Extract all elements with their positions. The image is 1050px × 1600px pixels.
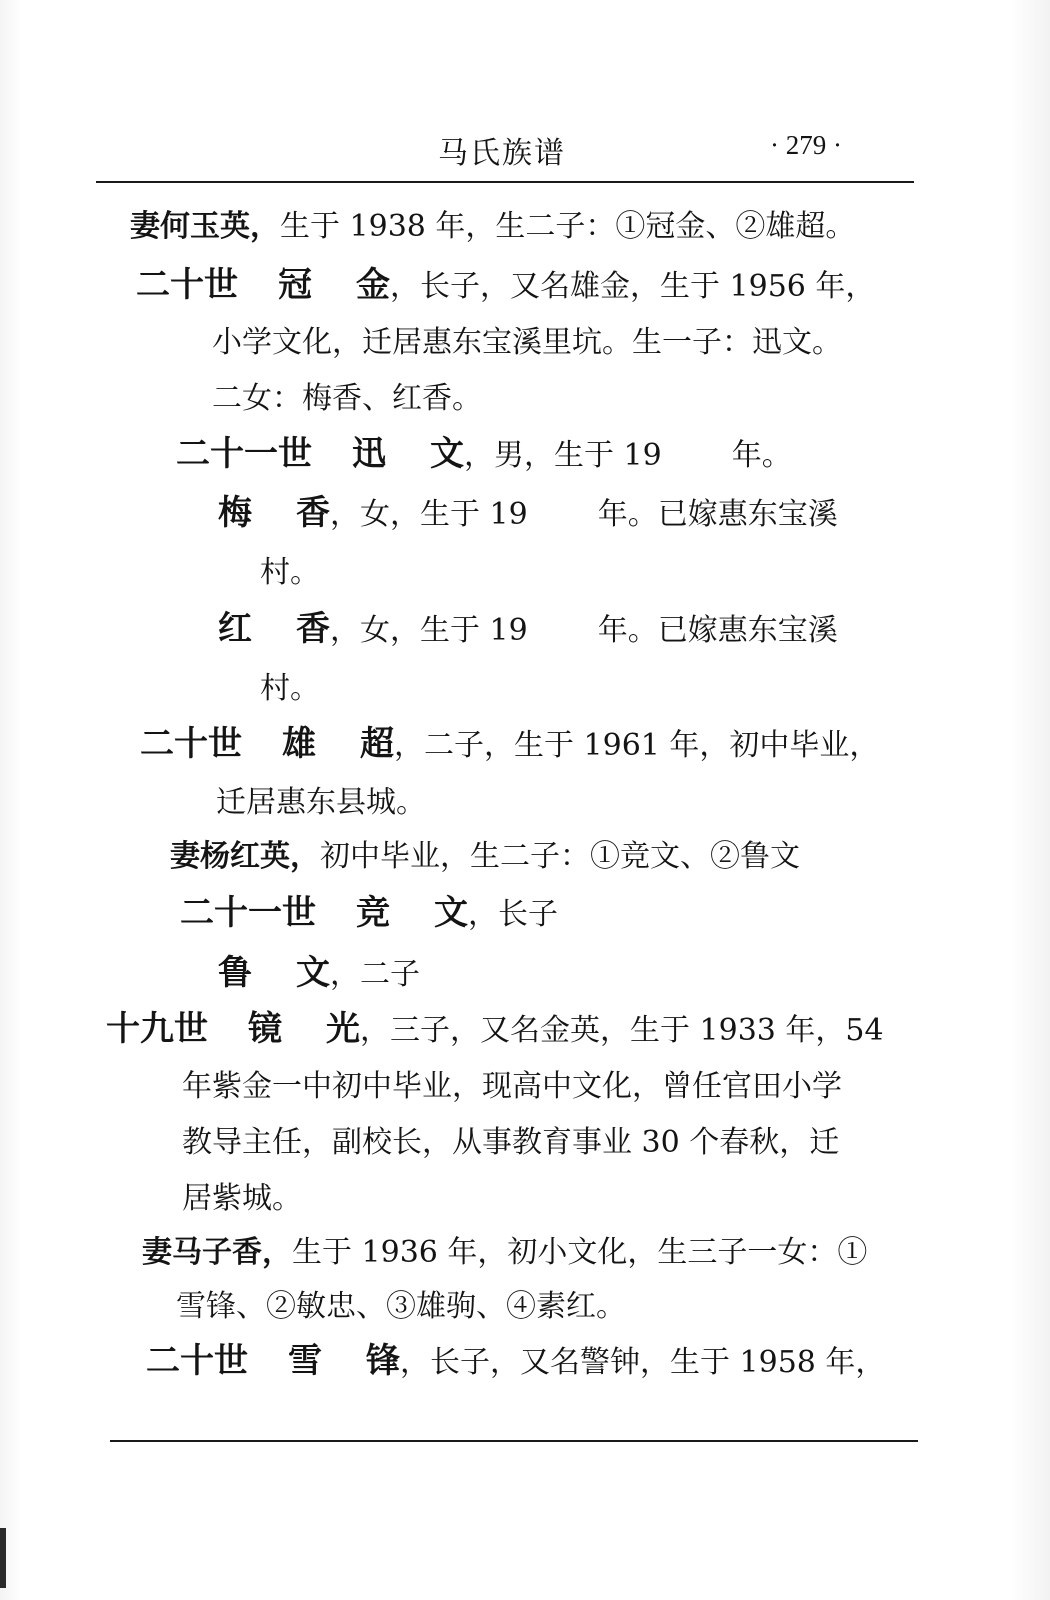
genealogy-entry xyxy=(218,493,838,533)
generation-label: 二十世 xyxy=(136,265,238,305)
entry-text: 年。已嫁惠东宝溪 xyxy=(597,613,838,648)
person-name-char: 迅 xyxy=(352,434,386,474)
entry-continuation xyxy=(260,556,320,590)
spouse-entry xyxy=(170,840,800,874)
generation-label: 十九世 xyxy=(106,1009,208,1049)
genealogy-entry xyxy=(176,434,792,474)
genealogy-entry xyxy=(106,1009,884,1049)
spouse-name: 妻马子香， xyxy=(142,1235,292,1270)
person-name-char: 超 xyxy=(360,724,394,764)
generation-label: 二十一世 xyxy=(180,893,316,933)
entry-text: 教导主任，副校长，从事教育事业 30 个春秋，迁 xyxy=(182,1125,840,1160)
entry-text: 村。 xyxy=(260,671,320,706)
entry-text: 二女：梅香、红香。 xyxy=(212,381,482,416)
entry-text: ，长子 xyxy=(468,897,558,932)
entry-continuation xyxy=(176,1290,626,1324)
spouse-name: 妻杨红英， xyxy=(170,839,320,874)
person-name-char: 文 xyxy=(430,434,464,474)
generation-label: 二十世 xyxy=(140,724,242,764)
entry-text: 年。已嫁惠东宝溪 xyxy=(597,497,838,532)
person-name-char: 红 xyxy=(218,609,252,649)
entry-text: ，长子，又名雄金，生于 1956 年， xyxy=(390,269,876,304)
entry-text: 年紫金一中初中毕业，现高中文化，曾任官田小学 xyxy=(182,1069,842,1104)
entry-text: 小学文化，迁居惠东宝溪里坑。生一子：迅文。 xyxy=(212,325,842,360)
person-name-char: 文 xyxy=(434,893,468,933)
entry-continuation xyxy=(182,1182,302,1216)
entry-text: ，二子，生于 1961 年，初中毕业， xyxy=(394,728,880,763)
entry-continuation xyxy=(216,786,426,820)
entry-text: 迁居惠东县城。 xyxy=(216,785,426,820)
spouse-name: 妻何玉英， xyxy=(130,209,280,244)
person-name-char: 鲁 xyxy=(218,953,252,993)
genealogy-entry xyxy=(218,953,420,993)
entry-text: ，男，生于 19 xyxy=(464,438,662,473)
person-name-char: 梅 xyxy=(218,493,252,533)
person-name-char: 雪 xyxy=(288,1341,322,1381)
entry-text: ，女，生于 19 xyxy=(330,613,528,648)
header-rule xyxy=(96,181,914,183)
entry-text: ，女，生于 19 xyxy=(330,497,528,532)
person-name-char: 冠 xyxy=(278,265,312,305)
genealogy-entry xyxy=(140,724,880,764)
person-name-char: 锋 xyxy=(366,1341,400,1381)
person-name-char: 香 xyxy=(296,609,330,649)
entry-text: ，二子 xyxy=(330,957,420,992)
footer-rule xyxy=(110,1440,918,1442)
entry-continuation xyxy=(182,1070,842,1104)
person-name-char: 镜 xyxy=(248,1009,282,1049)
person-name-char: 竞 xyxy=(356,893,390,933)
entry-text: ，三子，又名金英，生于 1933 年，54 xyxy=(360,1013,884,1048)
entry-text: 年。 xyxy=(731,438,792,473)
person-name-char: 雄 xyxy=(282,724,316,764)
entry-continuation xyxy=(212,382,482,416)
entry-text: 村。 xyxy=(260,555,320,590)
entry-text: 雪锋、②敏忠、③雄驹、④素红。 xyxy=(176,1289,626,1324)
binding-edge-mark xyxy=(0,1528,6,1588)
genealogy-entry xyxy=(136,265,876,305)
genealogy-entry xyxy=(180,893,558,933)
genealogy-entry xyxy=(146,1341,886,1381)
entry-continuation xyxy=(182,1126,839,1160)
entry-continuation xyxy=(260,672,320,706)
generation-label: 二十一世 xyxy=(176,434,312,474)
entry-text: 初中毕业，生二子：①竞文、②鲁文 xyxy=(320,839,800,874)
person-name-char: 金 xyxy=(356,265,390,305)
entry-text: 生于 1936 年，初小文化，生三子一女：① xyxy=(292,1235,868,1270)
entry-text: 居紫城。 xyxy=(182,1181,302,1216)
genealogy-entry xyxy=(218,609,838,649)
entry-text: 生于 1938 年，生二子：①冠金、②雄超。 xyxy=(280,209,856,244)
entry-continuation xyxy=(212,326,842,360)
running-header-title: 马氏族谱 xyxy=(438,136,566,171)
spouse-entry xyxy=(130,210,855,244)
generation-label: 二十世 xyxy=(146,1341,248,1381)
spouse-entry xyxy=(142,1236,867,1270)
entry-text: ，长子，又名警钟，生于 1958 年， xyxy=(400,1345,886,1380)
person-name-char: 香 xyxy=(296,493,330,533)
page-number: · 279 · xyxy=(770,130,842,160)
person-name-char: 光 xyxy=(326,1009,360,1049)
person-name-char: 文 xyxy=(296,953,330,993)
